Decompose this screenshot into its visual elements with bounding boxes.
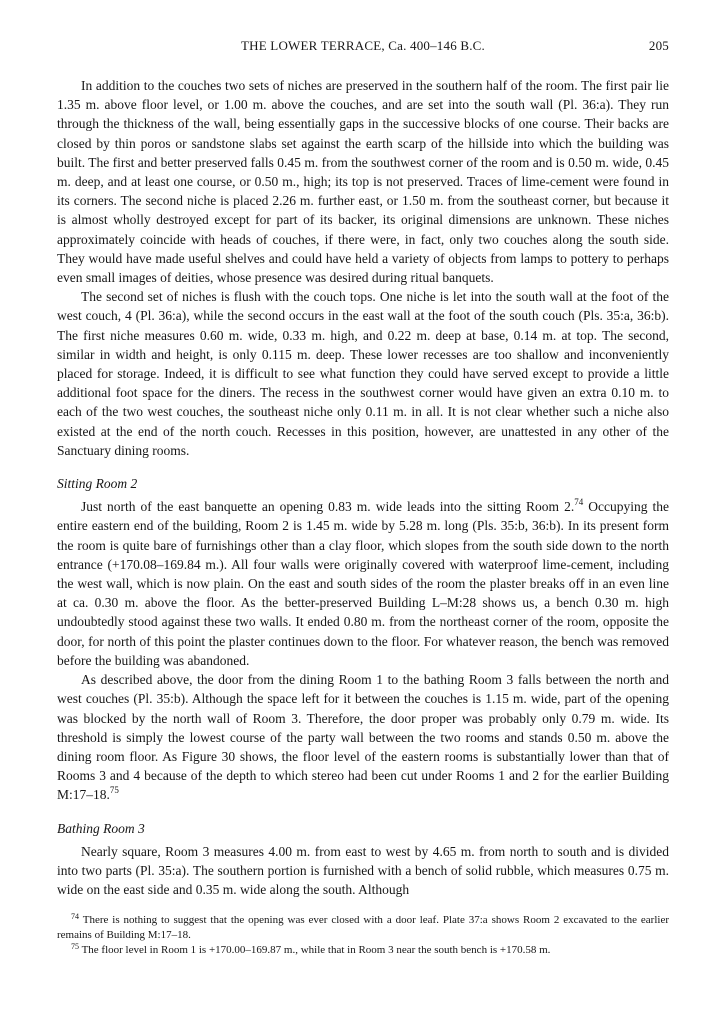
paragraph-bathing-room-1: Nearly square, Room 3 measures 4.00 m. from east to west by 4.65 m. from north to south and is divided into two parts (Pl. 35:a). The southern portion is furnished with a bench of solid rubble, which measures 0.75 m. wide on the east side and 0.35 m. wide along the south. Although xyxy=(57,843,669,898)
section-heading-sitting-room: Sitting Room 2 xyxy=(57,476,138,492)
footnote-75 xyxy=(57,943,669,958)
footnote-74 xyxy=(57,913,669,943)
paragraph-text: As described above, the door from the dining Room 1 to the bathing Room 3 falls between the north and west couches (Pl. 35:b). Although the space left for it between the couches is 1.15 m. wide, part of the opening was blocked by the north wall of Room 3. Therefore, the door proper was probably only 0.79 m. wide. Its threshold is simply the lowest course of the party wall between the two rooms and stands 0.50 m. above the dining room floor. As Figure 30 shows, the floor level of the eastern rooms is substantially lower than that of Rooms 3 and 4 because of the depth to which stereo had been cut under Rooms 1 and 2 for the earlier Building M:17–18. xyxy=(57,672,669,803)
footnote-text: There is nothing to suggest that the opening was ever closed with a door leaf. Plate 37:a shows Room 2 excavated to the earlier remains of Building M:17–18. xyxy=(57,914,669,942)
footnote-ref-74[interactable]: 74 xyxy=(574,497,584,508)
footnote-text: The floor level in Room 1 is +170.00–169.87 m., while that in Room 3 near the south bench is +170.58 m. xyxy=(81,944,551,957)
footnote-ref-75[interactable]: 75 xyxy=(109,785,119,796)
paragraph-sitting-room-2 xyxy=(57,670,669,804)
running-head: THE LOWER TERRACE, Ca. 400–146 B.C. xyxy=(240,38,485,53)
footnote-number: 75 xyxy=(71,942,79,952)
paragraph-sitting-room-1 xyxy=(57,497,669,670)
page-header xyxy=(57,38,669,56)
page xyxy=(57,38,669,958)
footnotes xyxy=(57,913,669,958)
footnote-number: 74 xyxy=(71,912,79,922)
paragraph-niches-1: In addition to the couches two sets of niches are preserved in the southern half of the room. The first pair lie 1.35 m. above floor level, or 1.00 m. above the couches, and are set into the south wall (Pl. 36:a). They run through the thickness of the wall, being essentially gaps in the successive blocks of one course. Their backs are closed by thin poros or sandstone slabs set against the earth scarp of the hillside into which the building was built. The first and better preserved falls 0.45 m. from the southwest corner of the room and is 0.50 m. wide, 0.45 m. deep, and at least one course, or 0.50 m., high; its top is not preserved. Traces of lime-cement were found in its corners. The second niche is placed 2.26 m. further east, or 1.50 m. from the southeast corner, but because it is almost wholly destroyed except for part of its backer, its original dimensions are unknown. These niches approximately coincide with heads of couches, if there were, in fact, only two couches along the south side. They would have made useful shelves and could have held a variety of objects from lamps to pottery to perhaps even small images of deities, whose presence was desired during ritual banquets. xyxy=(57,78,669,286)
paragraph-text: Just north of the east banquette an opening 0.83 m. wide leads into the sitting Room 2. xyxy=(81,499,575,515)
paragraph-text-cont: Occupying the entire eastern end of the building, Room 2 is 1.45 m. wide by 5.28 m. long (Pls. 35:b, 36:b). In its present form the room is quite bare of furnishings other than a clay floor, which slopes from the south side down to the north entrance (+170.08–169.84 m.). All four walls were originally covered with waterproof lime-cement, including the west wall, which is now plain. On the east and south sides of the room the plaster breaks off in an even line at ca. 0.30 m. above the floor. As the better-preserved Building L–M:28 shows us, a bench 0.30 m. high undoubtedly stood against these two walls. It ended 0.80 m. from the northeast corner of the room, opposite the door, for north of this point the plaster continues down to the floor. For whatever reason, the bench was removed before the building was abandoned. xyxy=(57,499,669,668)
section-heading-bathing-room: Bathing Room 3 xyxy=(57,820,145,836)
body-text xyxy=(57,76,669,899)
page-number: 205 xyxy=(648,38,669,53)
paragraph-niches-2: The second set of niches is flush with the couch tops. One niche is let into the south wall at the foot of the west couch, 4 (Pl. 36:a), while the second occurs in the east wall at the foot of the south couch (Pls. 35:a, 36:b). The first niche measures 0.60 m. wide, 0.33 m. high, and 0.22 m. deep at base, 0.14 m. at top. The second, similar in width and height, is only 0.115 m. deep. These lower recesses are too shallow and inconveniently placed for storage. Indeed, it is difficult to see what function they could have served except to provide a little additional foot space for the diners. The recess in the southwest corner would have given an extra 0.10 m. to each of the two west couches, the southeast niche only 0.11 m. in all. It is not clear whether such a niche also existed at the end of the north couch. Recesses in this position, however, are unattested in any other of the Sanctuary dining rooms. xyxy=(57,289,669,458)
